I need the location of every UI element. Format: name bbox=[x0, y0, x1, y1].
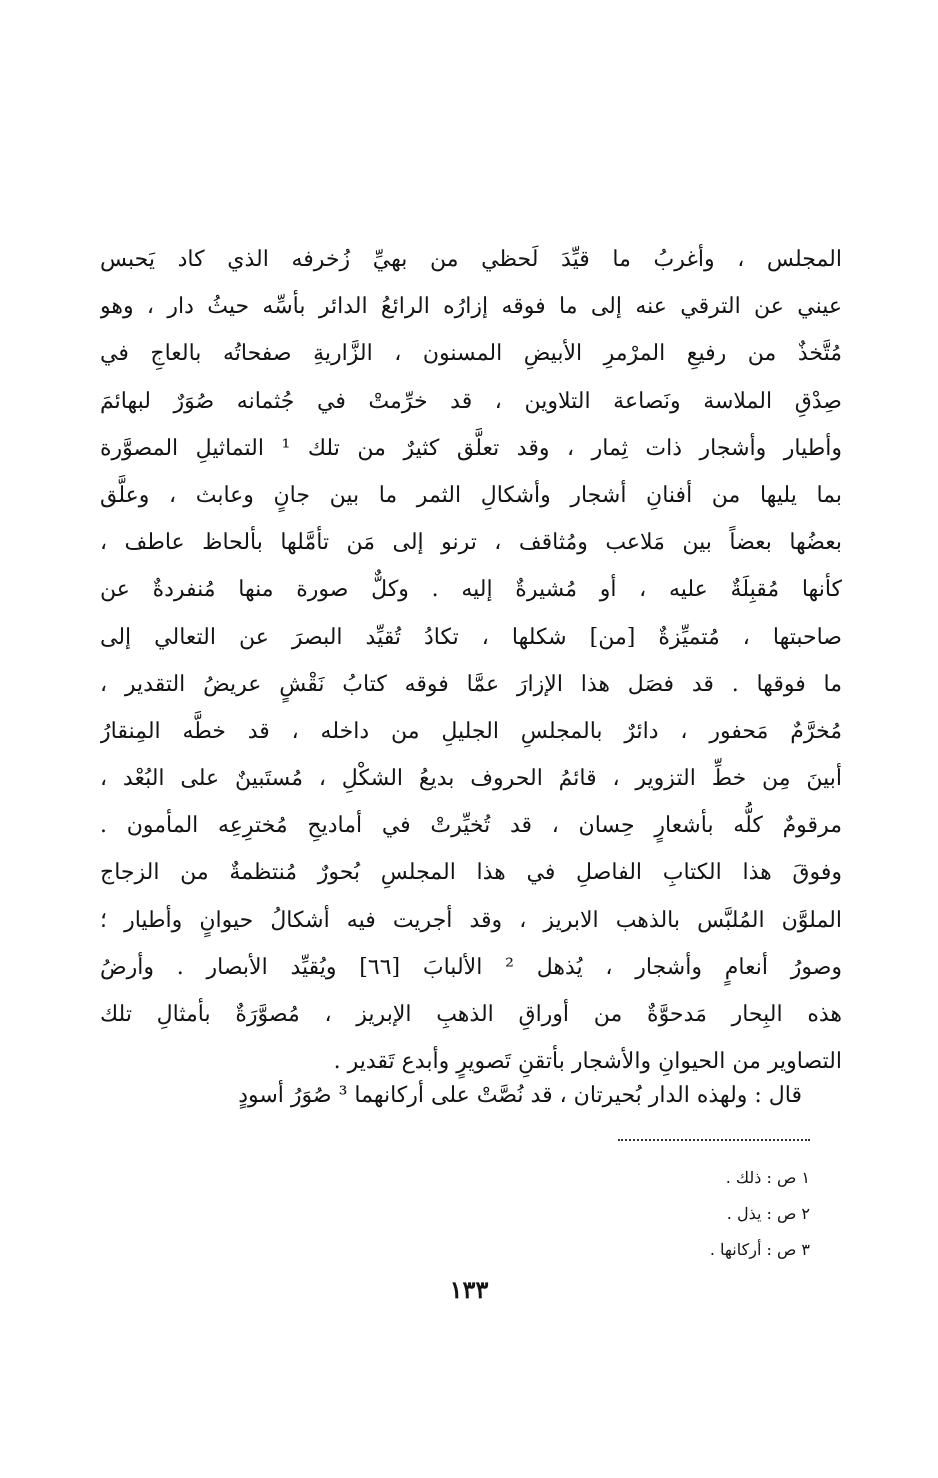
text-line: بعضُها بعضاً بين مَلاعب ومُثاقف ، ترنو إلى مَن تأمَّلها بألحاظ عاطف ، bbox=[100, 530, 842, 556]
second-paragraph bbox=[100, 1072, 842, 1119]
footnote: ٢ ص : يذل . bbox=[726, 1204, 810, 1223]
footnote-divider bbox=[618, 1139, 810, 1141]
text-line: ما فوقها . قد فصَل هذا الإزارَ عمَّا فوقه كتابُ نَقْشٍ عريضُ التقدير ، bbox=[100, 671, 842, 697]
text-line: مرقومٌ كلُّه بأشعارٍ حِسان ، قد تُخيِّرتْ في أماديحِ مُخترِعِه المأمون . bbox=[100, 813, 842, 839]
text-line: التصاوير من الحيوانِ والأشجار بأتقنِ تَصويرٍ وأبدع تَقدير . bbox=[333, 1049, 842, 1075]
page-number: ١٣٣ bbox=[449, 1275, 489, 1304]
text-line: صِدْقِ الملاسة ونَصاعة التلاوين ، قد خرِّمتْ في جُثمانه صُوَرٌ لبهائمَ bbox=[100, 388, 842, 414]
text-line: صاحبتها ، مُتميِّزةٌ [من] شكلها ، تكادُ تُقيِّد البصرَ عن التعالي إلى bbox=[100, 624, 842, 650]
text-line: أبينَ مِن خطِّ التزوير ، قائمُ الحروف بديعُ الشكْلِ ، مُستَبينٌ على البُعْد ، bbox=[100, 766, 842, 792]
text-line: وصورُ أنعامٍ وأشجار ، يُذهل ² الألبابَ [٦٦] ويُقيِّد الأبصار . وأرضُ bbox=[100, 954, 842, 980]
text-line: بما يليها من أفنانِ أشجار وأشكالِ الثمر ما بين جانٍ وعابث ، وعلَّق bbox=[100, 482, 842, 508]
text-line: عيني عن الترقي عنه إلى ما فوقه إزارُه الرائعُ الدائر بأسِّه حيثُ دار ، وهو bbox=[100, 294, 842, 320]
main-paragraph bbox=[100, 236, 842, 1085]
text-line: وأطيار وأشجار ذات ثِمار ، وقد تعلَّق كثيرٌ من تلك ¹ التماثيلِ المصوَّرة bbox=[100, 435, 842, 461]
text-line: وفوقَ هذا الكتابِ الفاصلِ في هذا المجلسِ بُحورٌ مُنتظمةٌ من الزجاج bbox=[100, 860, 842, 886]
text-line: كأنها مُقبِلَةٌ عليه ، أو مُشيرةٌ إليه . وكلٌّ صورة منها مُنفردةٌ عن bbox=[100, 577, 842, 603]
text-line: مُخرَّمٌ مَحفور ، دائرٌ بالمجلسِ الجليلِ من داخله ، قد خطَّه المِنقارُ bbox=[100, 718, 842, 744]
text-line: هذه البِحار مَدحوَّةٌ من أوراقِ الذهبِ الإبريز ، مُصوَّرَةٌ بأمثالِ تلك bbox=[100, 1002, 842, 1027]
footnotes bbox=[500, 1160, 810, 1268]
footnote: ١ ص : ذلك . bbox=[725, 1168, 810, 1187]
text-line: المجلس ، وأغربُ ما قيِّدَ لَحظي من بهيِّ زُخرفه الذي كاد يَحبس bbox=[100, 247, 842, 272]
text-line: الملوَّن المُلبَّس بالذهب الابريز ، وقد أجريت فيه أشكالُ حيوانٍ وأطيار ؛ bbox=[100, 907, 842, 933]
footnote: ٣ ص : أركانها . bbox=[709, 1240, 810, 1259]
text-line: مُتَّخذٌ من رفيعِ المرْمرِ الأبيضِ المسنون ، الزَّاريةِ صفحاتُه بالعاجِ في bbox=[100, 341, 842, 367]
text-line: قال : ولهذه الدار بُحيرتان ، قد نُصَّتْ على أركانهما ³ صُوَرُ أسودٍ bbox=[238, 1083, 802, 1108]
